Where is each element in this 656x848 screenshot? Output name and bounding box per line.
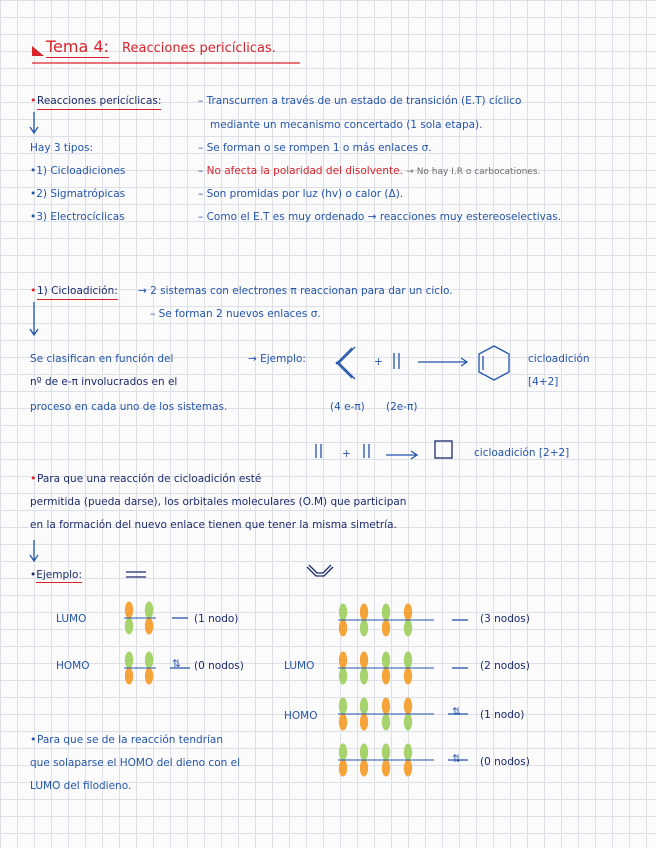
- conclusion-line-2: que solaparse el HOMO del dieno con el: [30, 757, 240, 769]
- cyclo-42-label: cicloadición: [528, 353, 590, 365]
- orbital-lobe: [145, 668, 153, 685]
- title-prefix: Tema 4:: [46, 37, 109, 56]
- orbital-lobe: [382, 668, 390, 685]
- bullet-dot: •: [30, 472, 37, 485]
- types-heading: Hay 3 tipos:: [30, 142, 94, 154]
- bullet-dot: •: [30, 284, 37, 297]
- intro-bullet-2: – Se forman o se rompen 1 o más enlaces σ.: [198, 142, 432, 154]
- conclusion-line-1: Para que se de la reacción tendrían: [37, 734, 224, 746]
- orbital-lobe: [125, 652, 133, 669]
- diene-mo-nodes-2: (2 nodos): [480, 660, 530, 672]
- orbital-lobe: [382, 620, 390, 637]
- orbital-lobe: [404, 714, 412, 731]
- orbital-lobe: [404, 668, 412, 685]
- bullet-dot: •: [30, 733, 37, 746]
- example-label: → Ejemplo:: [248, 353, 306, 365]
- orbital-lobe: [382, 698, 390, 715]
- example2-label: •Ejemplo:: [30, 569, 82, 581]
- orbital-lobe: [339, 652, 347, 669]
- diene-mo-nodes-0: (0 nodos): [480, 756, 530, 768]
- orbital-lobe: [382, 760, 390, 777]
- orbital-lobe: [339, 714, 347, 731]
- dienophile-lumo-nodes: (1 nodo): [194, 613, 239, 625]
- type-2: •2) Sigmatrópicas: [30, 188, 126, 200]
- cyclo-desc-2: – Se forman 2 nuevos enlaces σ.: [150, 308, 321, 320]
- orbital-lobe: [382, 744, 390, 761]
- classify-line-1: Se clasifican en función del: [30, 353, 174, 365]
- orbital-lobe: [360, 714, 368, 731]
- orbital-lobe: [360, 620, 368, 637]
- orbital-lobe: [339, 604, 347, 621]
- diene-mo-nodes-1: (1 nodo): [480, 709, 525, 721]
- dienophile-electrons: (2e-π): [386, 401, 418, 413]
- diene-homo-spin: ⇅: [452, 706, 461, 718]
- symmetry-line-1: Para que una reacción de cicloadición esté: [37, 473, 262, 485]
- orbital-lobe: [360, 604, 368, 621]
- conclusion-line-3: LUMO del filodieno.: [30, 780, 132, 792]
- orbital-lobe: [339, 744, 347, 761]
- type-3: •3) Electrocíclicas: [30, 211, 125, 223]
- intro-bullet-4: – Son promidas por luz (hv) o calor (Δ).: [198, 188, 404, 200]
- diene-mo-spin: ⇅: [452, 753, 461, 765]
- orbital-lobe: [339, 760, 347, 777]
- orbital-lobe: [360, 698, 368, 715]
- orbital-lobe: [360, 652, 368, 669]
- orbital-lobe: [404, 620, 412, 637]
- cyclo-desc-1: → 2 sistemas con electrones π reaccionan para dar un ciclo.: [138, 285, 453, 297]
- orbital-lobe: [360, 760, 368, 777]
- symmetry-line-2: permitida (pueda darse), los orbitales moleculares (O.M) que participan: [30, 496, 407, 508]
- diene-homo-label: HOMO: [284, 710, 318, 722]
- intro-bullet-3: – No afecta la polaridad del disolvente. → No hay I.R o carbocationes.: [198, 165, 541, 177]
- classify-line-2: nº de e-π involucrados en el: [30, 376, 178, 388]
- orbital-lobe: [145, 652, 153, 669]
- orbital-lobe: [404, 698, 412, 715]
- orbital-lobe: [382, 604, 390, 621]
- orbital-lobe: [145, 602, 153, 619]
- orbital-lobe: [339, 668, 347, 685]
- dienophile-lumo-label: LUMO: [56, 613, 87, 625]
- orbital-lobe: [125, 668, 133, 685]
- orbital-lobe: [404, 652, 412, 669]
- plus-sign: +: [342, 448, 351, 460]
- orbital-lobe: [145, 618, 153, 635]
- intro-bullet-1b: mediante un mecanismo concertado (1 sola etapa).: [210, 119, 483, 131]
- dienophile-homo-spin: ⇅: [172, 658, 181, 670]
- type-1: •1) Cicloadiciones: [30, 165, 126, 177]
- symmetry-line-3: en la formación del nuevo enlace tienen que tener la misma simetría.: [30, 519, 397, 531]
- orbital-lobe: [339, 620, 347, 637]
- dienophile-homo-nodes: (0 nodos): [194, 660, 244, 672]
- orbital-lobe: [404, 604, 412, 621]
- orbital-lobe: [404, 744, 412, 761]
- orbital-lobe: [360, 668, 368, 685]
- intro-bullet-5: – Como el E.T es muy ordenado → reacciones muy estereoselectivas.: [198, 211, 562, 223]
- diene-lumo-label: LUMO: [284, 660, 315, 672]
- intro-bullet-1: – Transcurren a través de un estado de transición (E.T) cíclico: [198, 95, 522, 107]
- orbital-lobe: [360, 744, 368, 761]
- bullet-dot: •: [30, 94, 37, 107]
- orbital-lobe: [339, 698, 347, 715]
- orbital-lobe: [382, 714, 390, 731]
- orbital-lobe: [125, 618, 133, 635]
- plus-sign: +: [374, 356, 383, 368]
- orbital-lobe: [125, 602, 133, 619]
- orbital-lobe: [404, 760, 412, 777]
- classify-line-3: proceso en cada uno de los sistemas.: [30, 401, 228, 413]
- dienophile-homo-label: HOMO: [56, 660, 90, 672]
- intro-heading: Reacciones pericíclicas:: [37, 94, 161, 110]
- orbital-lobe: [382, 652, 390, 669]
- cyclo-22-label: cicloadición [2+2]: [474, 447, 570, 459]
- diene-mo-nodes-3: (3 nodos): [480, 613, 530, 625]
- cyclo-heading: 1) Cicloadición:: [37, 284, 118, 300]
- diene-electrons: (4 e-π): [330, 401, 365, 413]
- title-text: Reacciones pericíclicas.: [122, 41, 276, 56]
- cyclo-42-bracket: [4+2]: [528, 376, 559, 388]
